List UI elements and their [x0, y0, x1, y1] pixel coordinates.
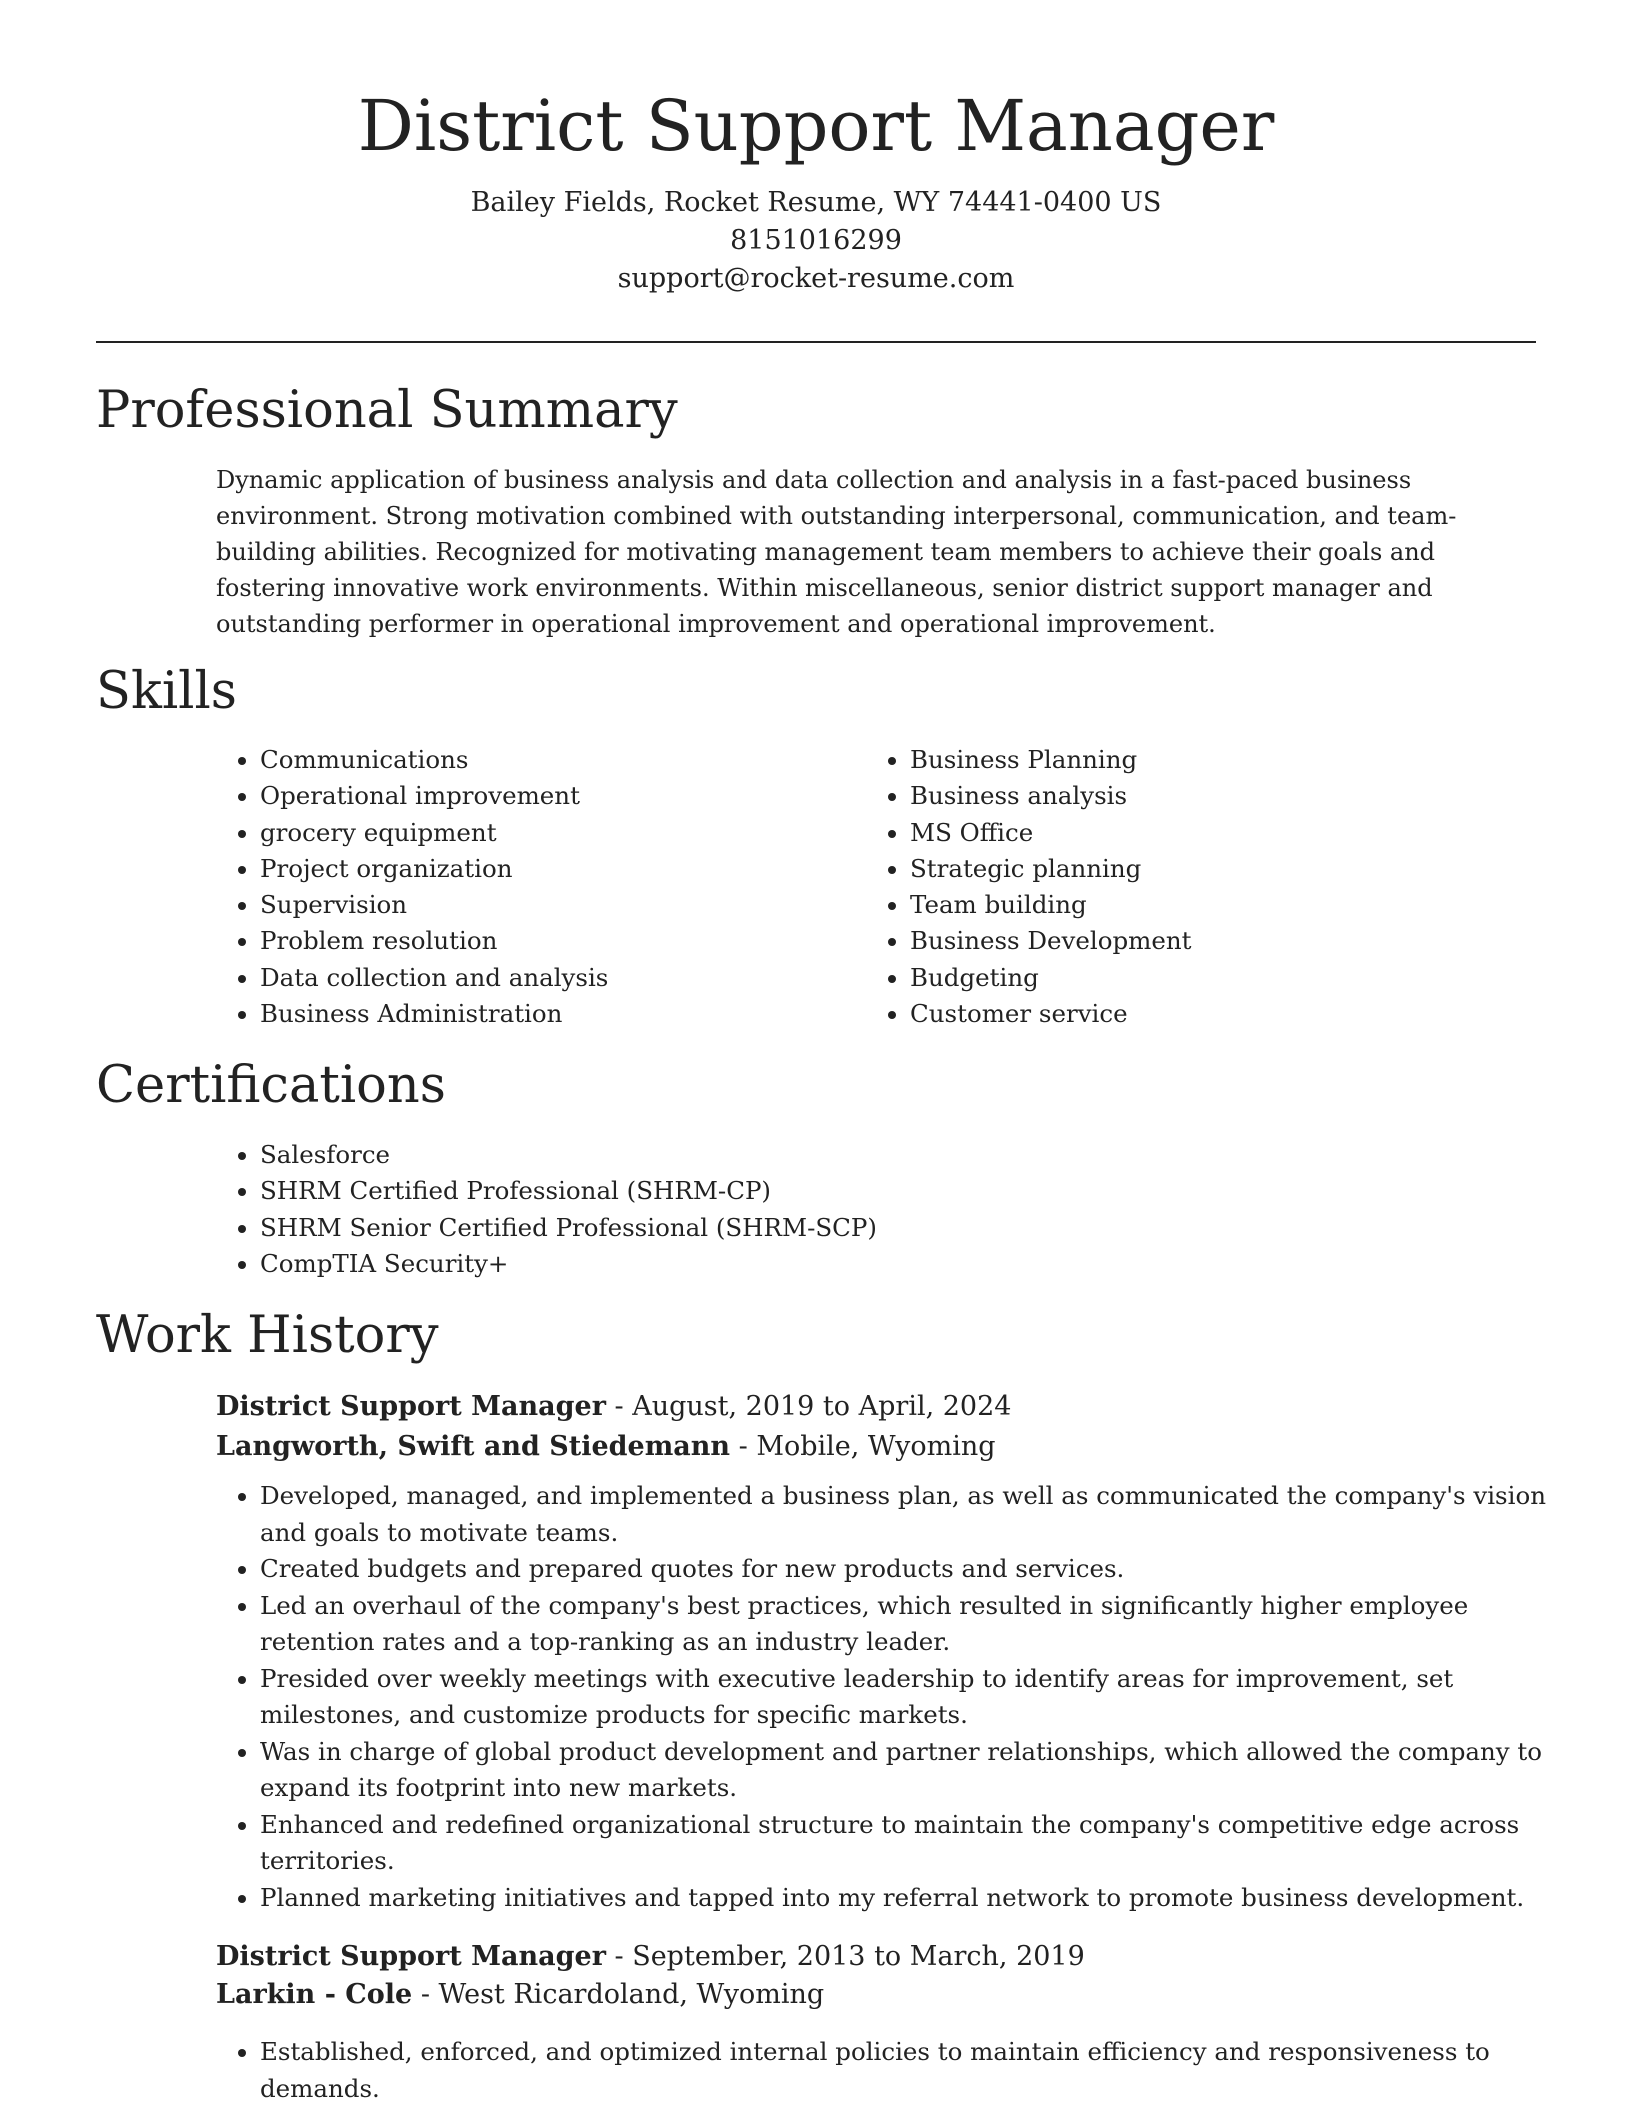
address: Bailey Fields, Rocket Resume, WY 74441-0400 US [470, 187, 1162, 218]
list-item: • Was in charge of global product development and partner relationships, which allowed the company to expand its footprint into new markets. [260, 1734, 1590, 1807]
list-item: • Planned marketing initiatives and tapped into my referral network to promote business development. [260, 1880, 1590, 1917]
list-item: • Customer service [910, 996, 1550, 1032]
list-item: • Led an overhaul of the company's best practices, which resulted in significantly higher employee retention rates and a top-ranking as an industry leader. [260, 1588, 1590, 1661]
job-company-line [216, 1428, 996, 1466]
certifications-list [216, 1137, 1460, 1282]
job-dates: - September, 2013 to March, 2019 [605, 1941, 1085, 1972]
job-title-line [216, 1938, 1085, 1976]
skills-heading: Skills [96, 662, 237, 721]
phone: 8151016299 [730, 225, 902, 256]
list-item: • SHRM Senior Certified Professional (SHRM-SCP) [260, 1210, 1460, 1246]
job-dates: - August, 2019 to April, 2024 [605, 1391, 1012, 1422]
resume-header [0, 0, 1632, 298]
header-divider [96, 341, 1536, 343]
job-location: - West Ricardoland, Wyoming [412, 1979, 825, 2010]
list-item: • Data collection and analysis [260, 960, 860, 996]
job-company: Langworth, Swift and Stiedemann [216, 1431, 731, 1462]
list-item: • Salesforce [260, 1137, 1460, 1173]
job-company: Larkin - Cole [216, 1979, 413, 2010]
list-item: • Business analysis [910, 778, 1550, 814]
list-item: • Project organization [260, 851, 860, 887]
summary-heading: Professional Summary [96, 381, 678, 440]
email: support@rocket-resume.com [617, 263, 1015, 294]
list-item: • Team building [910, 887, 1550, 923]
job-location: - Mobile, Wyoming [730, 1431, 996, 1462]
skills-list-right [866, 742, 1550, 1032]
list-item: • Operational improvement [260, 778, 860, 814]
job-responsibilities [216, 2034, 1590, 2107]
list-item: • Presided over weekly meetings with executive leadership to identify areas for improvement, set milestones, and customize products for specific markets. [260, 1661, 1590, 1734]
job-title: District Support Manager [216, 1941, 606, 1972]
list-item: • Supervision [260, 887, 860, 923]
list-item: • Established, enforced, and optimized internal policies to maintain efficiency and responsiveness to demands. [260, 2034, 1590, 2107]
contact-info [0, 184, 1632, 298]
skills-list-left [216, 742, 860, 1032]
list-item: • Communications [260, 742, 860, 778]
list-item: • Problem resolution [260, 923, 860, 959]
list-item: • Developed, managed, and implemented a business plan, as well as communicated the company's vision and goals to motivate teams. [260, 1478, 1590, 1551]
list-item: • Business Development [910, 923, 1550, 959]
job-title: District Support Manager [216, 1391, 606, 1422]
job-company-line [216, 1976, 824, 2014]
work-history-heading: Work History [96, 1306, 439, 1365]
list-item: • Business Planning [910, 742, 1550, 778]
certifications-heading: Certifications [96, 1056, 446, 1115]
resume-name: District Support Manager [357, 85, 1275, 167]
list-item: • MS Office [910, 815, 1550, 851]
list-item: • Strategic planning [910, 851, 1550, 887]
list-item: • Enhanced and redefined organizational structure to maintain the company's competitive edge across territories. [260, 1807, 1590, 1880]
job-responsibilities [216, 1478, 1590, 1916]
job-title-line [216, 1388, 1011, 1426]
list-item: • CompTIA Security+ [260, 1246, 1460, 1282]
list-item: • Created budgets and prepared quotes for new products and services. [260, 1551, 1590, 1588]
list-item: • Business Administration [260, 996, 860, 1032]
list-item: • SHRM Certified Professional (SHRM-CP) [260, 1173, 1460, 1209]
list-item: • grocery equipment [260, 815, 860, 851]
list-item: • Budgeting [910, 960, 1550, 996]
summary-text: Dynamic application of business analysis and data collection and analysis in a fast-paced business environment. Strong motivation combined with outstanding interpersonal, communication, and team-building abilities. Recognized for motivating management team members to achieve their goals and fostering innovative work environments. Within miscellaneous, senior district support manager and outstanding performer in operational improvement and operational improvement. [216, 466, 1457, 638]
